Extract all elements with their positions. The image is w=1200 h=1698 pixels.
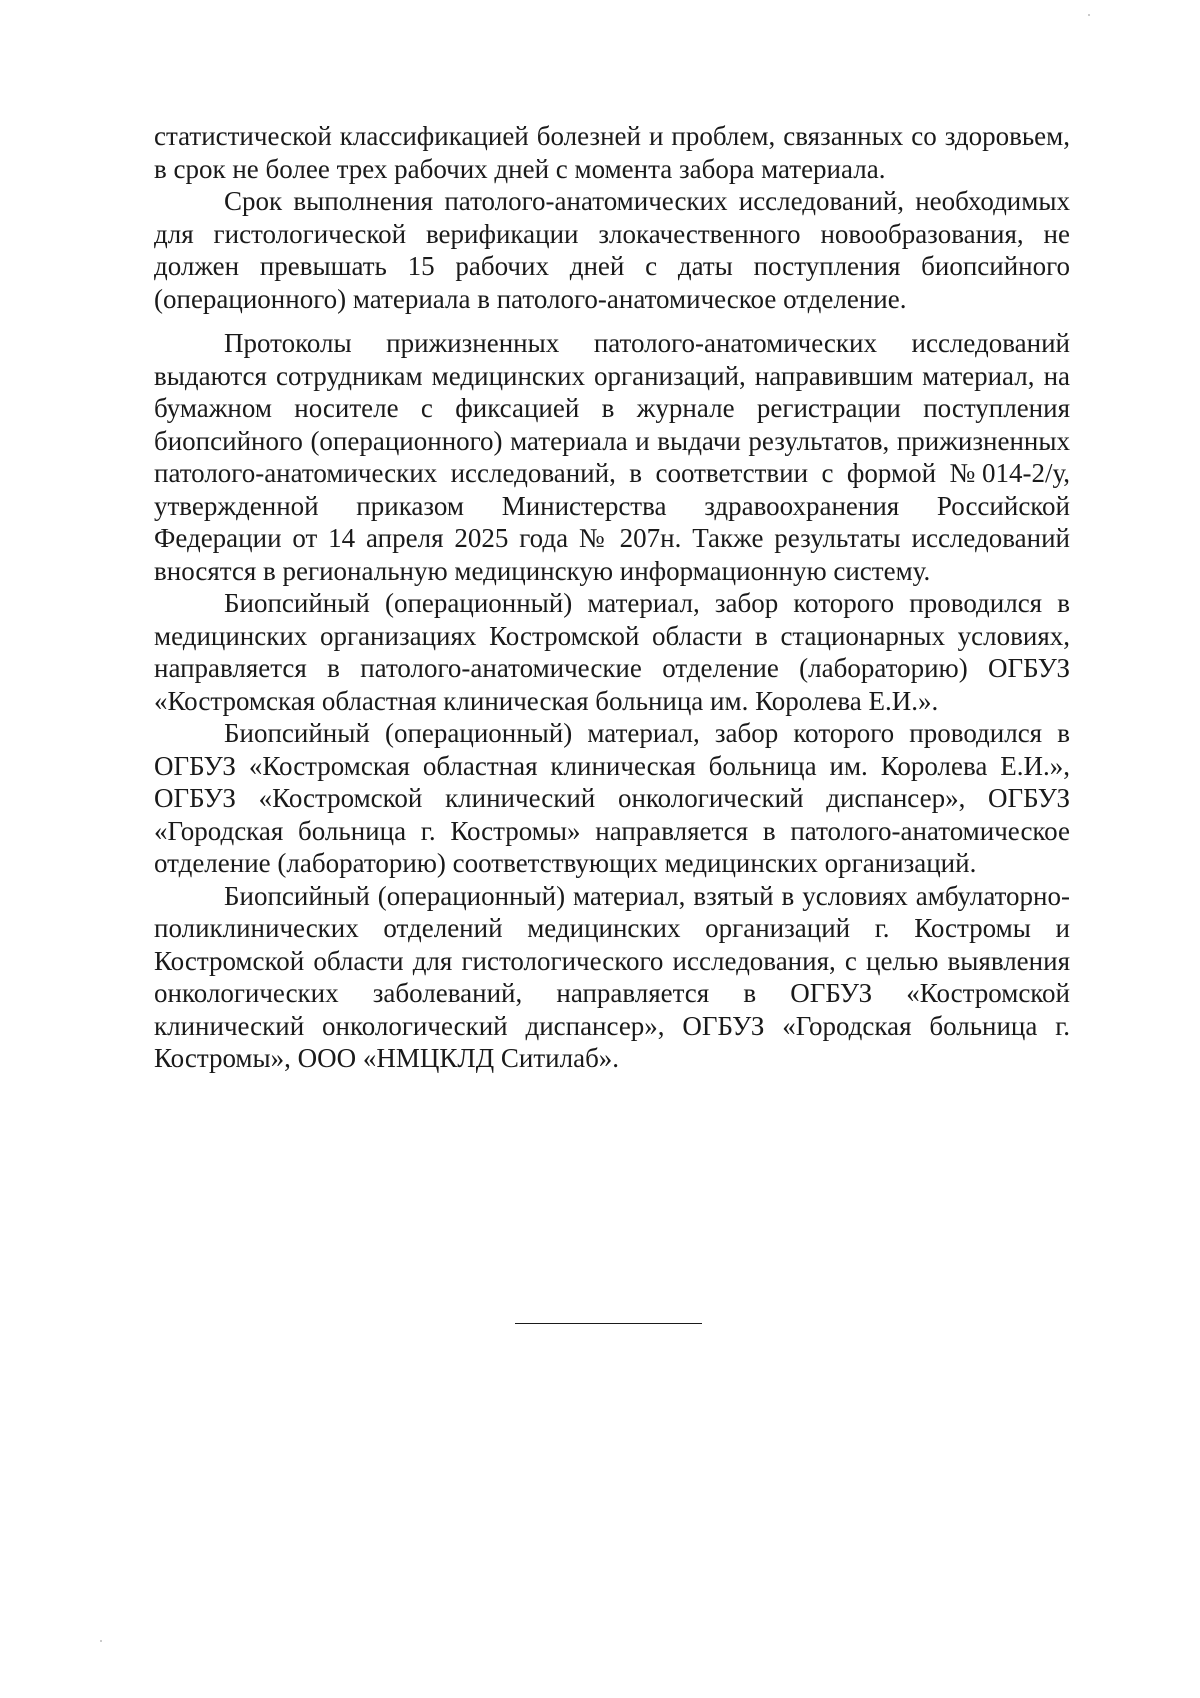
scan-speck [100,1640,102,1642]
paragraph-own-departments: Биопсийный (операционный) материал, забор которого проводился в ОГБУЗ «Костромская областная клиническая больница им. Королева Е.И.», ОГБУЗ «Костромской клинический онкологический диспансер», ОГБУЗ «Городская больница г. Костромы» направляется в патолого-анатомическое отделение (лабораторию) соответствующих медицинских организаций. [154,718,1070,878]
paragraph-deadline: Срок выполнения патолого-анатомических исследований, необходимых для гистологической верификации злокачественного новообразования, не должен превышать 15 рабочих дней с даты поступления биопсийного (операционного) материала в патолого-анатомическое отделение. [154,186,1070,314]
paragraph-continuation: статистической классификацией болезней и проблем, связанных со здоровьем, в срок не более трех рабочих дней с момента забора материала. [154,121,1070,184]
document-body [154,120,1070,1075]
closing-separator-line [515,1323,702,1324]
scan-speck [1088,14,1090,16]
paragraph-inpatient-material: Биопсийный (операционный) материал, забор которого проводился в медицинских организациях Костромской области в стационарных условиях, направляется в патолого-анатомические отделение (лабораторию) ОГБУЗ «Костромская областная клиническая больница им. Королева Е.И.». [154,588,1070,716]
paragraph-outpatient-material: Биопсийный (операционный) материал, взятый в условиях амбулаторно-поликлинических отделений медицинских организаций г. Костромы и Костромской области для гистологического исследования, с целью выявления онкологических заболеваний, направляется в ОГБУЗ «Костромской клинический онкологический диспансер», ОГБУЗ «Городская больница г. Костромы», ООО «НМЦКЛД Ситилаб». [154,880,1070,1073]
paragraph-protocols: Протоколы прижизненных патолого-анатомических исследований выдаются сотрудникам медицинских организаций, направившим материал, на бумажном носителе с фиксацией в журнале регистрации поступления биопсийного (операционного) материала и выдачи результатов, прижизненных патолого-анатомических исследований, в соответствии с формой №014-2/у, утвержденной приказом Министерства здравоохранения Российской Федерации от 14 апреля 2025 года № 207н. Также результаты исследований вносятся в региональную медицинскую информационную систему. [154,328,1070,586]
